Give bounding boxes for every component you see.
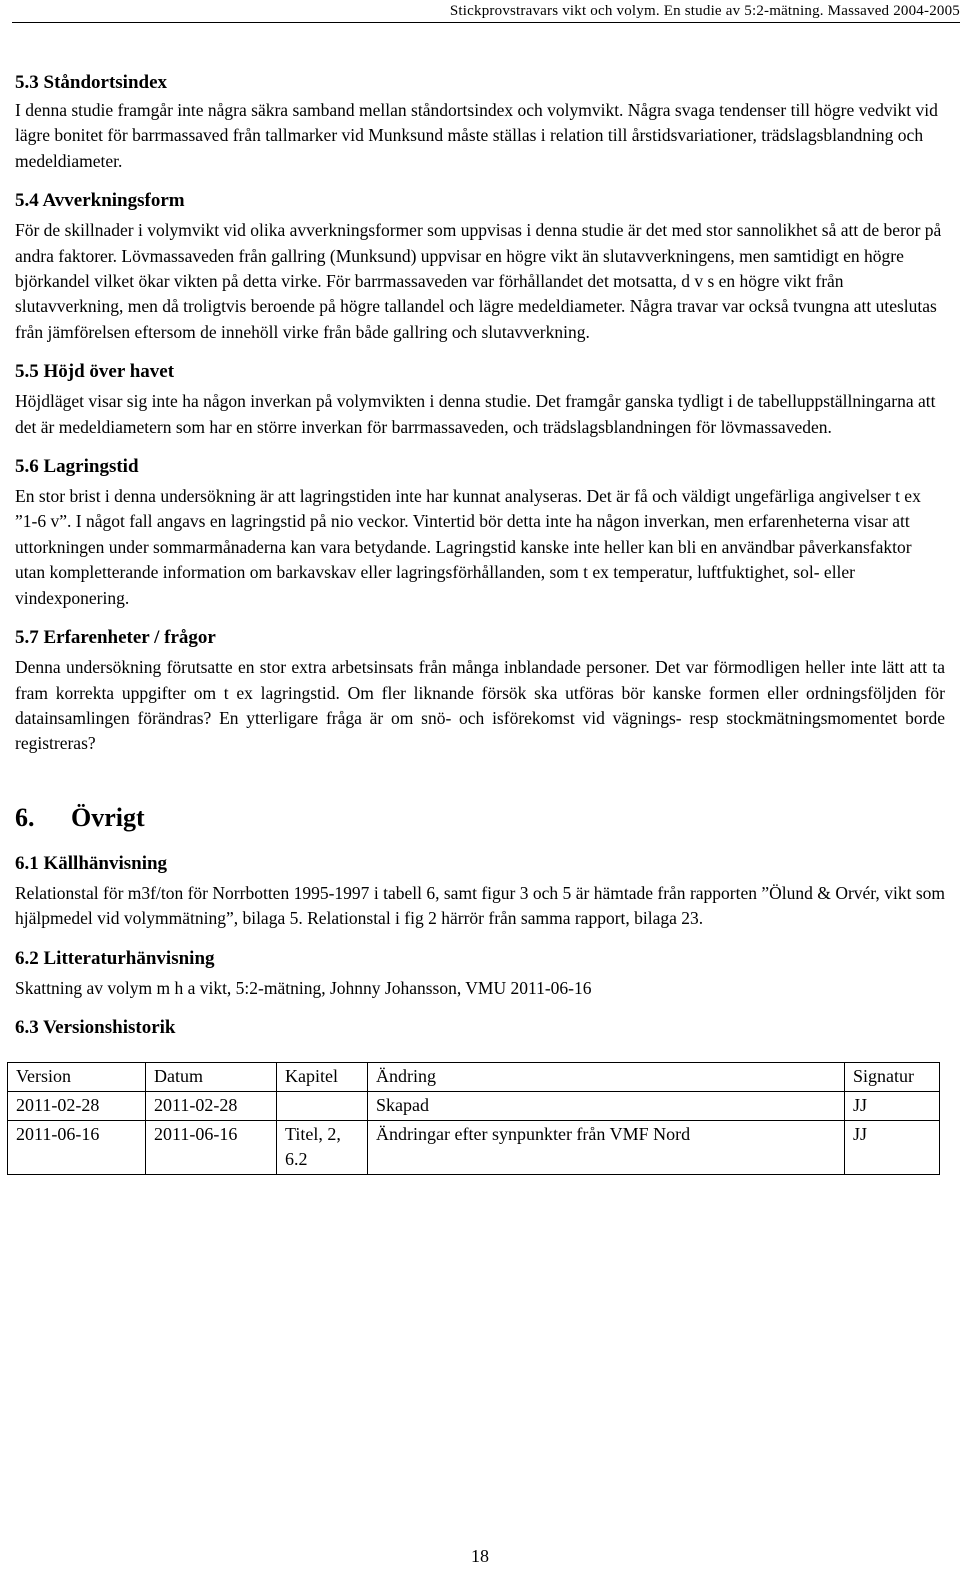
section-heading-5-6: 5.6 Lagringstid [15,456,139,478]
table-cell: Ändringar efter synpunkter från VMF Nord [368,1120,845,1174]
section-body-6-1: Relationstal för m3f/ton för Norrbotten 1995-1997 i tabell 6, samt figur 3 och 5 är hämtade från rapporten ”Ölund & Orvér, vikt som hjälpmedel vid volymmätning”, bilaga 5. Relationstal i fig 2 härrör från samma rapport, bilaga 23. [15,882,945,929]
table-cell: 2011-02-28 [146,1091,277,1120]
section-heading-5-3: 5.3 Ståndortsindex [15,72,168,93]
chapter-heading-6 [15,799,945,837]
section-heading-6-1: 6.1 Källhänvisning [15,852,168,874]
page-content [15,68,945,1175]
table-cell: JJ [845,1091,940,1120]
section-heading-6-3: 6.3 Versionshistorik [15,1016,176,1038]
table-header-cell: Kapitel [277,1062,368,1091]
section-body-5-7: Denna undersökning förutsatte en stor extra arbetsinsats från många inblandade personer. Det var förmodligen heller inte lätt att ta fram korrekta uppgifter om t ex lagringstid. Om fler liknande försök ska utföras bör kanske formen eller ordningsföljden för datainsamlingen förändras? En ytterligare fråga är om snö- och isförekomst vid vägnings- resp stockmätningsmomentet borde registreras? [15,657,945,754]
table-cell: JJ [845,1120,940,1174]
section-heading-5-7: 5.7 Erfarenheter / frågor [15,627,216,649]
chapter-title: Övrigt [71,802,145,832]
table-header-row [8,1062,940,1091]
table-header-cell: Version [8,1062,146,1091]
table-row [8,1120,940,1174]
table-cell: 2011-02-28 [8,1091,146,1120]
table-cell: 2011-06-16 [8,1120,146,1174]
section-body-5-4: För de skillnader i volymvikt vid olika avverkningsformer som uppvisas i denna studie är det med stor sannolikhet så att de beror på andra faktorer. Lövmassaveden från gallring (Munksund) uppvisar en högre vikt än slutavverkningens, men samtidigt en högre björkandel vilket ökar vikten på detta virke. För barrmassaveden var förhållandet det motsatta, d v s en högre vikt från slutavverkning, men då troligtvis beroende på högre tallandel och lägre medeldiameter. Några travar var också tvungna att uteslutas från jämförelsen eftersom de innehöll virke från både gallring och slutavverkning. [15,220,942,342]
section-body-5-6: En stor brist i denna undersökning är att lagringstiden inte har kunnat analyseras. Det är få och väldigt ungefärliga angivelser t ex ”1-6 v”. I något fall angavs en lagringstid på nio veckor. Vintertid bör detta inte ha någon inverkan, men erfarenheterna visar att uttorkningen under sommarmånaderna kan vara betydande. Lagringstid kanske inte heller kan bli en användbar påverkansfaktor utan kompletterande information om barkavskav eller lagringsförhållanden, som t ex temperatur, luftfuktighet, sol- eller vindexponering. [15,486,921,608]
table-cell: Titel, 2, 6.2 [277,1120,368,1174]
running-header: Stickprovstravars vikt och volym. En studie av 5:2-mätning. Massaved 2004-2005 [12,0,960,23]
version-history-table [7,1062,940,1175]
chapter-number: 6. [15,802,35,832]
section-body-6-2: Skattning av volym m h a vikt, 5:2-mätning, Johnny Johansson, VMU 2011-06-16 [15,977,592,998]
page-number: 18 [471,1546,489,1566]
table-header-cell: Signatur [845,1062,940,1091]
table-cell [277,1091,368,1120]
section-heading-5-4: 5.4 Avverkningsform [15,190,185,212]
section-heading-6-2: 6.2 Litteraturhänvisning [15,947,215,969]
table-header-cell: Ändring [368,1062,845,1091]
table-row [8,1091,940,1120]
table-cell: 2011-06-16 [146,1120,277,1174]
section-heading-5-5: 5.5 Höjd över havet [15,361,175,383]
section-body-5-3: I denna studie framgår inte några säkra samband mellan ståndortsindex och volymvikt. Några svaga tendenser till högre vedvikt vid lägre bonitet för barrmassaved från tallmarker vid Munksund måste ställas i relation till årstidsvariationer, trädslagsblandning och medeldiameter. [15,100,938,171]
section-body-5-5: Höjdläget visar sig inte ha någon inverkan på volymvikten i denna studie. Det framgår ganska tydligt i de tabelluppställningarna att det är medeldiametern som har en större inverkan för barrmassaveden, och trädslagsblandningen för lövmassaveden. [15,391,936,437]
table-header-cell: Datum [146,1062,277,1091]
table-cell: Skapad [368,1091,845,1120]
